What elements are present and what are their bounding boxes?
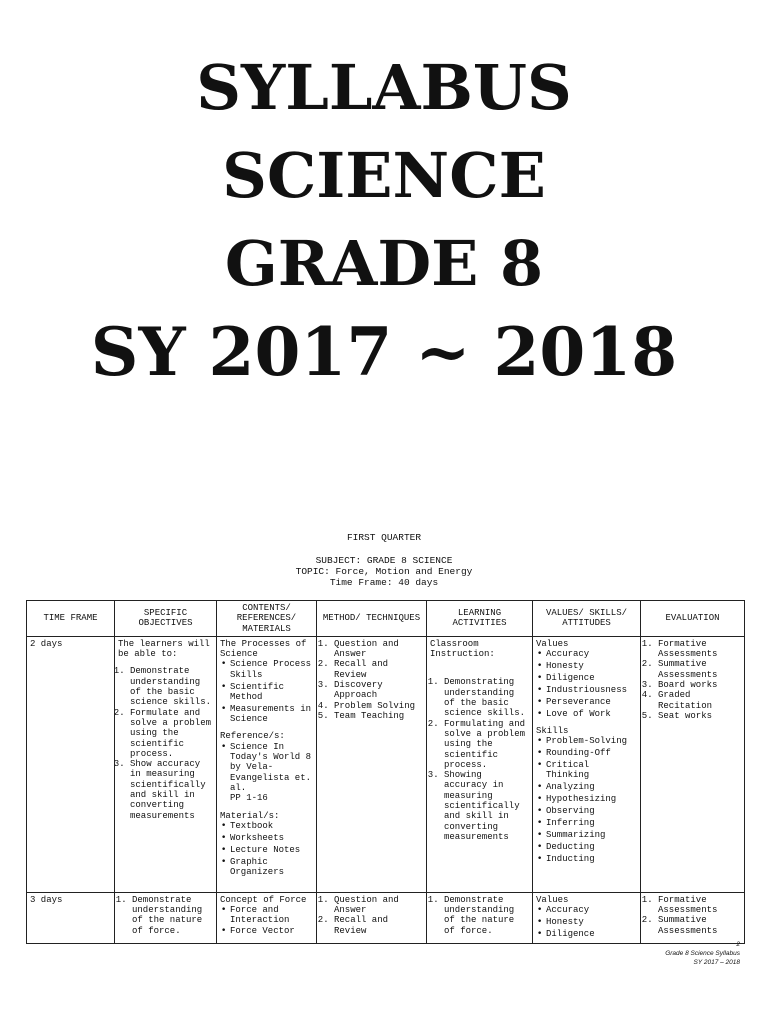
objectives-intro: The learners will be able to: — [118, 638, 210, 660]
table-row — [27, 892, 745, 943]
material-item: • Worksheets — [230, 833, 313, 843]
time-frame-value: 2 days — [30, 638, 63, 649]
skill-item: • Rounding-Off — [546, 748, 637, 758]
value-item: • Accuracy — [546, 649, 637, 659]
cell-values — [533, 892, 641, 943]
column-header-contents: CONTENTS/ REFERENCES/ MATERIALS — [217, 601, 317, 637]
reference-item: • Science In Today's World 8 by Vela-Evangelista et. al. — [230, 742, 313, 793]
value-item: • Honesty — [546, 661, 637, 671]
objective-item: 2. Formulate and solve a problem using the scientific process. — [130, 708, 213, 759]
activity-item: 1. Demonstrating understanding of the basic science skills. — [444, 677, 529, 718]
evaluation-item: 5. Seat works — [658, 711, 741, 721]
cell-methods — [317, 636, 427, 892]
objective-item: 3. Show accuracy in measuring scientifically and skill in converting measurements — [130, 759, 213, 821]
content-item: • Force Vector — [230, 926, 313, 936]
skill-item: • Deducting — [546, 842, 637, 852]
material-item: • Textbook — [230, 821, 313, 831]
table-row — [27, 636, 745, 892]
activity-item: 1. Demonstrate understanding of the nature of force. — [444, 895, 529, 936]
evaluation-item: 1. Formative Assessments — [658, 895, 741, 916]
method-item: 4. Problem Solving — [334, 701, 423, 711]
footer-school-year: SY 2017 – 2018 — [693, 959, 740, 966]
cell-evaluation — [641, 636, 745, 892]
method-item: 5. Team Teaching — [334, 711, 423, 721]
skill-item: • Inducting — [546, 854, 637, 864]
material-item: • Lecture Notes — [230, 845, 313, 855]
cell-time-frame — [27, 636, 115, 892]
column-header-activities: LEARNING ACTIVITIES — [427, 601, 533, 637]
title-line-science: SCIENCE — [222, 139, 546, 212]
cell-objectives — [115, 892, 217, 943]
method-item: 2. Recall and Review — [334, 915, 423, 936]
column-header-evaluation: EVALUATION — [641, 601, 745, 637]
title-line-syllabus: SYLLABUS — [196, 51, 572, 124]
cell-values — [533, 636, 641, 892]
values-label: Values — [536, 638, 569, 649]
content-item: • Force and Interaction — [230, 905, 313, 926]
cell-contents — [217, 636, 317, 892]
time-frame-value: 3 days — [30, 894, 63, 905]
skill-item: • Observing — [546, 806, 637, 816]
objective-item: 1. Demonstrate understanding of the nature of force. — [132, 895, 213, 936]
evaluation-item: 2. Summative Assessments — [658, 659, 741, 680]
contents-title: Concept of Force — [220, 894, 307, 905]
skill-item: • Analyzing — [546, 782, 637, 792]
topic-heading: TOPIC: Force, Motion and Energy — [295, 566, 473, 577]
table-header-row — [27, 601, 745, 637]
value-item: • Honesty — [546, 917, 637, 927]
cell-activities — [427, 892, 533, 943]
skills-label: Skills — [536, 725, 569, 736]
reference-pages: PP 1-16 — [230, 793, 268, 804]
cell-objectives — [115, 636, 217, 892]
cell-time-frame — [27, 892, 115, 943]
method-item: 1. Question and Answer — [334, 639, 423, 660]
values-label: Values — [536, 894, 569, 905]
skill-item: • Problem-Solving — [546, 736, 637, 746]
cell-evaluation — [641, 892, 745, 943]
time-frame-heading: Time Frame: 40 days — [329, 577, 439, 588]
column-header-objectives: SPECIFIC OBJECTIVES — [115, 601, 217, 637]
syllabus-table — [26, 600, 745, 944]
skill-item: • Summarizing — [546, 830, 637, 840]
activity-item: 2. Formulating and solve a problem using the scientific process. — [444, 719, 529, 770]
quarter-heading: FIRST QUARTER — [346, 532, 422, 543]
skill-item: • Hypothesizing — [546, 794, 637, 804]
cover-title — [0, 44, 768, 396]
footer-doc-title: Grade 8 Science Syllabus — [665, 950, 740, 957]
material-label: Material/s: — [220, 810, 280, 821]
value-item: • Diligence — [546, 673, 637, 683]
evaluation-item: 3. Board works — [658, 680, 741, 690]
method-item: 2. Recall and Review — [334, 659, 423, 680]
value-item: • Diligence — [546, 929, 637, 939]
evaluation-item: 1. Formative Assessments — [658, 639, 741, 660]
page-number: 2 — [736, 941, 740, 948]
skill-item: • Inferring — [546, 818, 637, 828]
content-item: • Science Process Skills — [230, 659, 313, 680]
activity-item: 3. Showing accuracy in measuring scientifically and skill in converting measurements — [444, 770, 529, 842]
method-item: 3. Discovery Approach — [334, 680, 423, 701]
subject-heading: SUBJECT: GRADE 8 SCIENCE — [315, 555, 453, 566]
title-line-grade: GRADE 8 — [224, 227, 544, 300]
column-header-time-frame: TIME FRAME — [27, 601, 115, 637]
evaluation-item: 4. Graded Recitation — [658, 690, 741, 711]
cell-methods — [317, 892, 427, 943]
column-header-values: VALUES/ SKILLS/ ATTITUDES — [533, 601, 641, 637]
content-item: • Measurements in Science — [230, 704, 313, 725]
method-item: 1. Question and Answer — [334, 895, 423, 916]
contents-title: The Processes of Science — [220, 638, 307, 660]
value-item: • Love of Work — [546, 709, 637, 719]
value-item: • Perseverance — [546, 697, 637, 707]
cell-activities — [427, 636, 533, 892]
page-footer — [665, 940, 740, 967]
material-item: • Graphic Organizers — [230, 857, 313, 878]
title-line-school-year: SY 2017 ~ 2018 — [90, 313, 678, 391]
value-item: • Industriousness — [546, 685, 637, 695]
activities-intro: Classroom Instruction: — [430, 638, 495, 660]
value-item: • Accuracy — [546, 905, 637, 915]
reference-label: Reference/s: — [220, 731, 285, 742]
objective-item: 1. Demonstrate understanding of the basic science skills. — [130, 666, 213, 707]
column-header-methods: METHOD/ TECHNIQUES — [317, 601, 427, 637]
evaluation-item: 2. Summative Assessments — [658, 915, 741, 936]
content-item: • Scientific Method — [230, 682, 313, 703]
cell-contents — [217, 892, 317, 943]
skill-item: • Critical Thinking — [546, 760, 637, 781]
